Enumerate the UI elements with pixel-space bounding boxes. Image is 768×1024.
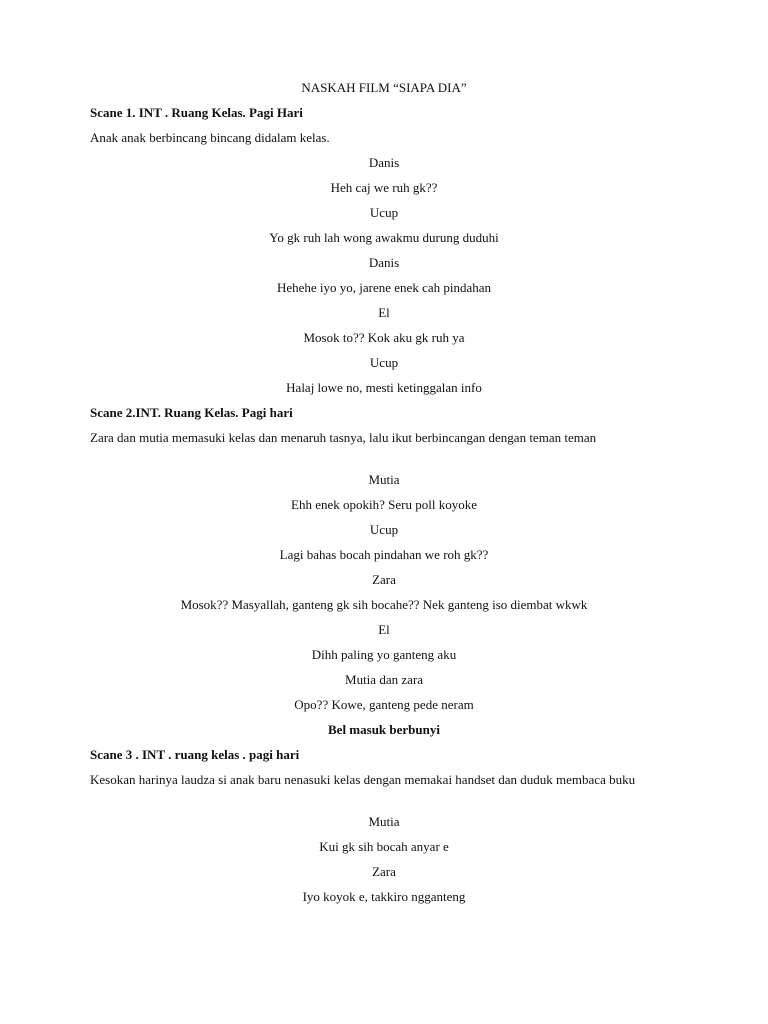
dialogue-line: Yo gk ruh lah wong awakmu durung duduhi [269, 230, 499, 245]
dialogue-line: Kui gk sih bocah anyar e [319, 839, 449, 854]
speaker-name: El [378, 622, 390, 637]
dialogue-line: Dihh paling yo ganteng aku [311, 647, 457, 662]
speaker-name: Zara [372, 864, 396, 879]
speaker-name: Mutia [368, 814, 400, 829]
speaker-name: Zara [372, 572, 396, 587]
dialogue-line: Lagi bahas bocah pindahan we roh gk?? [279, 547, 489, 562]
speaker-name: El [378, 305, 390, 320]
speaker-name: Mutia dan zara [345, 672, 423, 687]
scene-1-heading: Scane 1. INT . Ruang Kelas. Pagi Hari [90, 105, 303, 120]
scene-2-action: Zara dan mutia memasuki kelas dan menaruh tasnya, lalu ikut berbincangan dengan teman teman [90, 430, 597, 445]
dialogue-line: Opo?? Kowe, ganteng pede neram [294, 697, 474, 712]
scene-2-heading: Scane 2.INT. Ruang Kelas. Pagi hari [90, 405, 293, 420]
dialogue-line: Heh caj we ruh gk?? [330, 180, 438, 195]
speaker-name: Danis [368, 255, 400, 270]
speaker-name: Ucup [369, 522, 399, 537]
speaker-name: Danis [368, 155, 400, 170]
dialogue-line: Ehh enek opokih? Seru poll koyoke [291, 497, 477, 512]
speaker-name: Ucup [369, 205, 399, 220]
speaker-name: Mutia [368, 472, 400, 487]
document-title: NASKAH FILM “SIAPA DIA” [301, 80, 467, 95]
dialogue-line: Halaj lowe no, mesti ketinggalan info [286, 380, 482, 395]
dialogue-line: Mosok?? Masyallah, ganteng gk sih bocahe?? Nek ganteng iso diembat wkwk [180, 597, 588, 612]
dialogue-line: Mosok to?? Kok aku gk ruh ya [303, 330, 465, 345]
sound-cue: Bel masuk berbunyi [328, 722, 440, 737]
dialogue-line: Hehehe iyo yo, jarene enek cah pindahan [276, 280, 492, 295]
scene-3-heading: Scane 3 . INT . ruang kelas . pagi hari [90, 747, 300, 762]
scene-3-action: Kesokan harinya laudza si anak baru nenasuki kelas dengan memakai handset dan duduk membaca buku [90, 772, 636, 787]
speaker-name: Ucup [369, 355, 399, 370]
dialogue-line: Iyo koyok e, takkiro ngganteng [302, 889, 466, 904]
scene-1-action: Anak anak berbincang bincang didalam kelas. [90, 130, 330, 145]
